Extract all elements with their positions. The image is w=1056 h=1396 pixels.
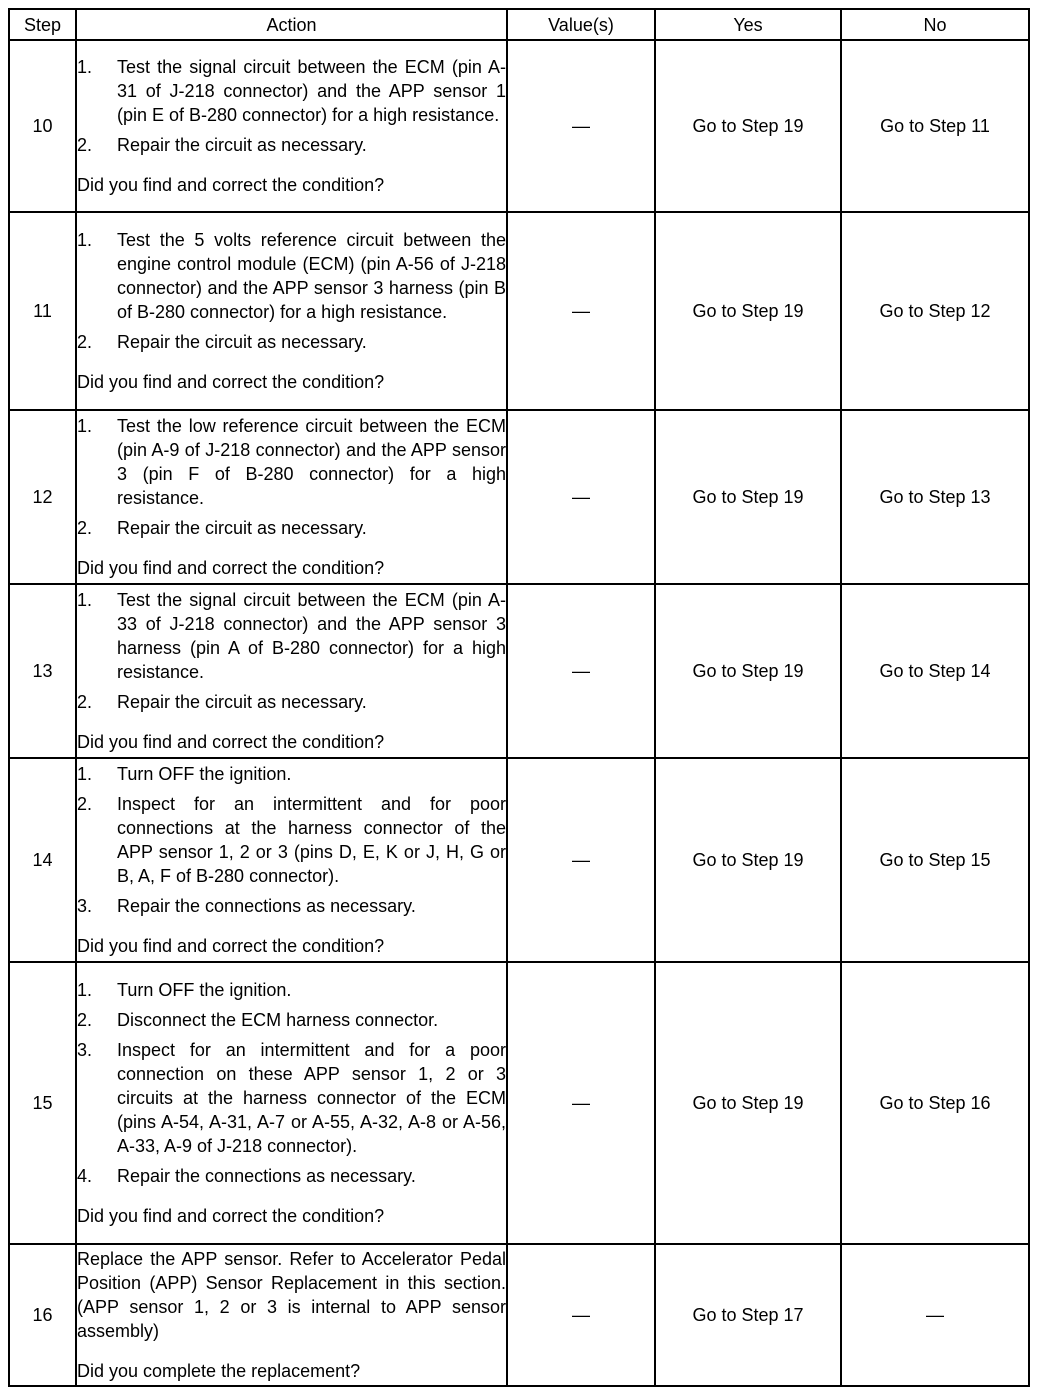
instruction-item xyxy=(77,588,506,684)
instruction-item xyxy=(77,978,506,1002)
diagnostic-table xyxy=(8,8,1030,1387)
step-number: 13 xyxy=(9,584,76,758)
instruction-item xyxy=(77,1008,506,1032)
instruction-number: 2. xyxy=(77,692,93,712)
instruction-text: Repair the connections as necessary. xyxy=(117,896,416,916)
instruction-number: 1. xyxy=(77,230,93,250)
question-text: Did you find and correct the condition? xyxy=(77,732,385,752)
step-number: 16 xyxy=(9,1244,76,1386)
no-cell: Go to Step 12 xyxy=(841,212,1029,410)
action-cell xyxy=(76,962,507,1244)
instruction-number: 2. xyxy=(77,794,93,814)
value-cell: — xyxy=(507,962,655,1244)
instruction-text: Test the signal circuit between the ECM (pin A-33 of J-218 connector) and the APP sensor 3 harness (pin A of B-280 connector) for a high resistance. xyxy=(117,590,506,682)
table-row xyxy=(9,962,1029,1244)
instruction-text: Inspect for an intermittent and for poor connections at the harness connector of the APP sensor 1, 2 or 3 (pins D, E, K or J, H, G or B, A, F of B-280 connector). xyxy=(117,794,506,886)
value-cell: — xyxy=(507,584,655,758)
instruction-item xyxy=(77,762,506,786)
table-row xyxy=(9,758,1029,962)
value-cell: — xyxy=(507,212,655,410)
action-cell xyxy=(76,410,507,584)
action-cell xyxy=(76,584,507,758)
instruction-text: Turn OFF the ignition. xyxy=(117,980,292,1000)
instruction-text: Test the 5 volts reference circuit between the engine control module (ECM) (pin A-56 of J-218 connector) and the APP sensor 3 harness (pin B of B-280 connector) for a high resistance. xyxy=(117,230,506,322)
instruction-text: Disconnect the ECM harness connector. xyxy=(117,1010,439,1030)
instruction-item xyxy=(77,690,506,714)
value-cell: — xyxy=(507,1244,655,1386)
action-cell xyxy=(76,1244,507,1386)
question-text: Did you find and correct the condition? xyxy=(77,372,385,392)
instruction-list xyxy=(77,978,506,1188)
instruction-number: 1. xyxy=(77,980,93,1000)
header-action: Action xyxy=(76,9,507,40)
step-number: 14 xyxy=(9,758,76,962)
instruction-item xyxy=(77,894,506,918)
instruction-text: Inspect for an intermittent and for a poor connection on these APP sensor 1, 2 or 3 circuits at the harness connector of the ECM (pins A-54, A-31, A-7 or A-55, A-32, A-8 or A-56, A-33, A-9 of J-218 connector). xyxy=(117,1040,506,1156)
instruction-text: Repair the circuit as necessary. xyxy=(117,692,367,712)
instruction-number: 3. xyxy=(77,896,93,916)
no-cell: Go to Step 16 xyxy=(841,962,1029,1244)
instruction-number: 2. xyxy=(77,1010,93,1030)
instruction-item xyxy=(77,414,506,510)
no-cell: Go to Step 15 xyxy=(841,758,1029,962)
instruction-text: Test the low reference circuit between the ECM (pin A-9 of J-218 connector) and the APP sensor 3 (pin F of B-280 connector) for a high resistance. xyxy=(117,416,506,508)
question-text: Did you find and correct the condition? xyxy=(77,1206,385,1226)
instruction-item xyxy=(77,133,506,157)
no-cell: Go to Step 13 xyxy=(841,410,1029,584)
table-row xyxy=(9,40,1029,212)
instruction-item xyxy=(77,1164,506,1188)
yes-cell: Go to Step 17 xyxy=(655,1244,841,1386)
yes-cell: Go to Step 19 xyxy=(655,410,841,584)
instruction-item xyxy=(77,1038,506,1158)
instruction-item xyxy=(77,330,506,354)
action-cell xyxy=(76,40,507,212)
header-yes: Yes xyxy=(655,9,841,40)
table-row xyxy=(9,212,1029,410)
step-number: 10 xyxy=(9,40,76,212)
value-cell: — xyxy=(507,40,655,212)
instruction-number: 2. xyxy=(77,135,93,155)
instruction-number: 4. xyxy=(77,1166,93,1186)
step-number: 15 xyxy=(9,962,76,1244)
instruction-item xyxy=(77,516,506,540)
instruction-text: Repair the circuit as necessary. xyxy=(117,135,367,155)
instruction-text: Repair the circuit as necessary. xyxy=(117,332,367,352)
instruction-text: Turn OFF the ignition. xyxy=(117,764,292,784)
instruction-number: 2. xyxy=(77,332,93,352)
instruction-list xyxy=(77,762,506,918)
instruction-text: Replace the APP sensor. Refer to Accelerator Pedal Position (APP) Sensor Replacement in this section. (APP sensor 1, 2 or 3 is internal to APP sensor assembly) xyxy=(77,1249,506,1341)
table-row xyxy=(9,1244,1029,1386)
yes-cell: Go to Step 19 xyxy=(655,962,841,1244)
question-text: Did you find and correct the condition? xyxy=(77,558,385,578)
no-cell: Go to Step 11 xyxy=(841,40,1029,212)
table-row xyxy=(9,584,1029,758)
instruction-text: Repair the connections as necessary. xyxy=(117,1166,416,1186)
instruction-number: 1. xyxy=(77,764,93,784)
no-cell: Go to Step 14 xyxy=(841,584,1029,758)
instruction-list xyxy=(77,588,506,714)
instruction-text: Repair the circuit as necessary. xyxy=(117,518,367,538)
value-cell: — xyxy=(507,410,655,584)
no-cell: — xyxy=(841,1244,1029,1386)
instruction-item xyxy=(77,792,506,888)
yes-cell: Go to Step 19 xyxy=(655,40,841,212)
value-cell: — xyxy=(507,758,655,962)
instruction-item xyxy=(77,228,506,324)
yes-cell: Go to Step 19 xyxy=(655,758,841,962)
instruction-number: 2. xyxy=(77,518,93,538)
instruction-number: 3. xyxy=(77,1040,93,1060)
instruction-number: 1. xyxy=(77,57,93,77)
action-cell xyxy=(76,758,507,962)
question-text: Did you complete the replacement? xyxy=(77,1361,361,1381)
header-values: Value(s) xyxy=(507,9,655,40)
instruction-number: 1. xyxy=(77,416,93,436)
question-text: Did you find and correct the condition? xyxy=(77,936,385,956)
question-text: Did you find and correct the condition? xyxy=(77,175,385,195)
instruction-number: 1. xyxy=(77,590,93,610)
instruction-list xyxy=(77,228,506,354)
table-row xyxy=(9,410,1029,584)
header-row xyxy=(9,9,1029,40)
step-number: 12 xyxy=(9,410,76,584)
instruction-text: Test the signal circuit between the ECM (pin A-31 of J-218 connector) and the APP sensor 1 (pin E of B-280 connector) for a high resistance. xyxy=(117,57,506,125)
action-cell xyxy=(76,212,507,410)
step-number: 11 xyxy=(9,212,76,410)
instruction-item xyxy=(77,55,506,127)
instruction-list xyxy=(77,55,506,157)
instruction-list xyxy=(77,414,506,540)
yes-cell: Go to Step 19 xyxy=(655,212,841,410)
yes-cell: Go to Step 19 xyxy=(655,584,841,758)
header-no: No xyxy=(841,9,1029,40)
header-step: Step xyxy=(9,9,76,40)
